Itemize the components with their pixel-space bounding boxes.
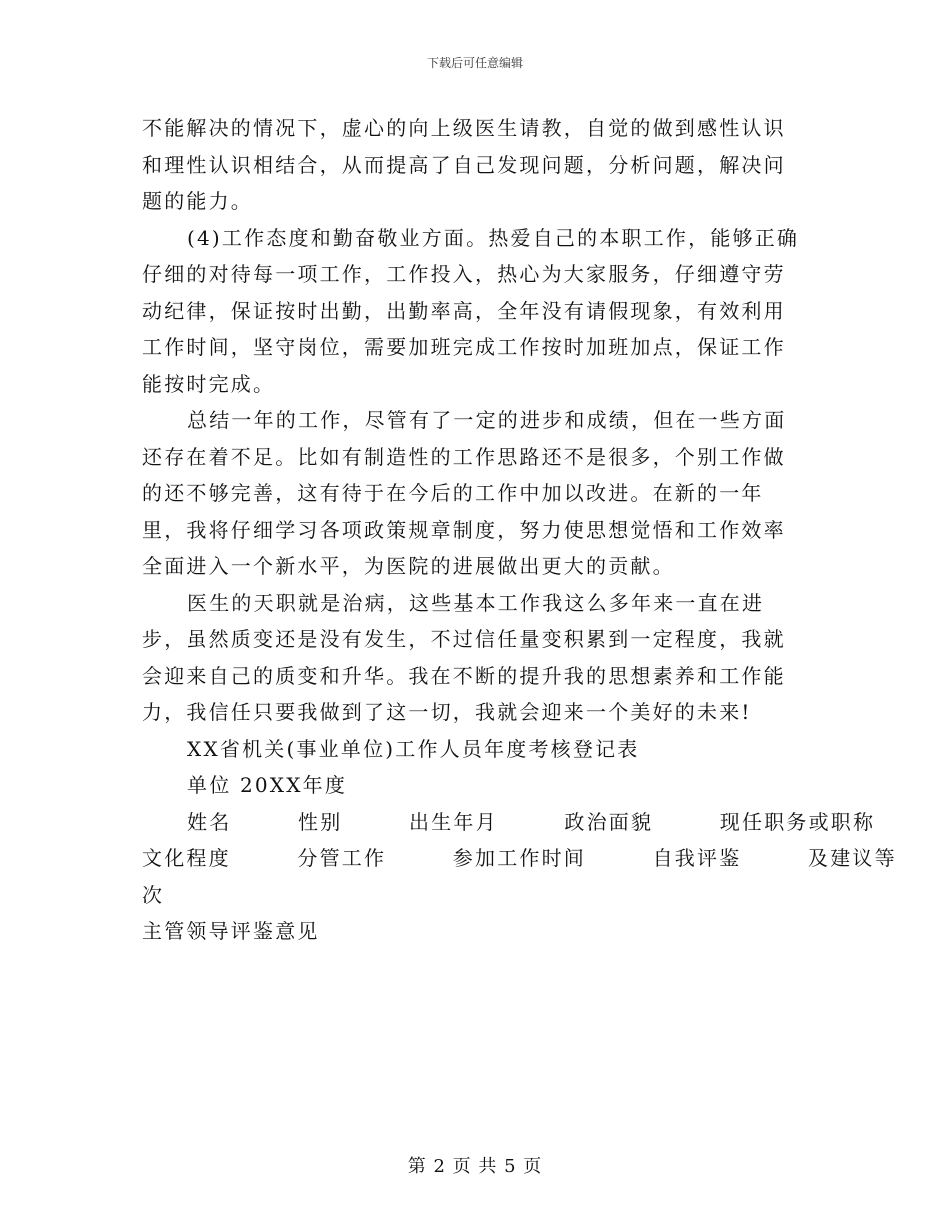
page-number: 第 2 页 共 5 页 [407, 1156, 543, 1177]
form-row-leader-opinion: 主管领导评鉴意见 [142, 919, 320, 943]
form-row-education-wrap: 次 [142, 882, 165, 907]
paragraph-annual-summary: 总结一年的工作，尽管有了一定的进步和成绩，但在一些方面还存在着不足。比如有制造性的工作思路还不是很多，个别工作做的还不够完善，这有待于在今后的工作中加以改进。在新的一年里，我将仔细学习各项政策规章制度，努力使思想觉悟和工作效率全面进入一个新水平，为医院的进展做出更大的贡献。 [142, 408, 787, 578]
paragraph-doctor-duty: 医生的天职就是治病，这些基本工作我这么多年来一直在进步，虽然质变还是没有发生，不过信任量变积累到一定程度，我就会迎来自己的质变和升华。我在不断的提升我的思想素养和工作能力，我信任只要我做到了这一切，我就会迎来一个美好的未来! [142, 590, 786, 724]
paragraph-continuation: 不能解决的情况下，虚心的向上级医生请教，自觉的做到感性认识和理性认识相结合，从而提高了自己发现问题，分析问题，解决问题的能力。 [142, 116, 786, 213]
form-row-personal-info: 姓名 性别 出生年月 政治面貌 现任职务或职称 [187, 809, 876, 834]
form-unit-year: 单位 20XX年度 [187, 773, 348, 797]
paragraph-work-attitude: (4)工作态度和勤奋敬业方面。热爱自己的本职工作，能够正确仔细的对待每一项工作，工作投入，热心为大家服务，仔细遵守劳动纪律，保证按时出勤，出勤率高，全年没有请假现象，有效利用工作时间，坚守岗位，需要加班完成工作按时加班加点，保证工作能按时完成。 [142, 225, 800, 396]
document-body [142, 110, 897, 950]
form-row-education: 文化程度 分管工作 参加工作时间 自我评鉴 及建议等 [142, 846, 897, 870]
form-title: XX省机关(事业单位)工作人员年度考核登记表 [187, 736, 640, 761]
page-header: 下载后可任意编辑 [426, 56, 523, 70]
